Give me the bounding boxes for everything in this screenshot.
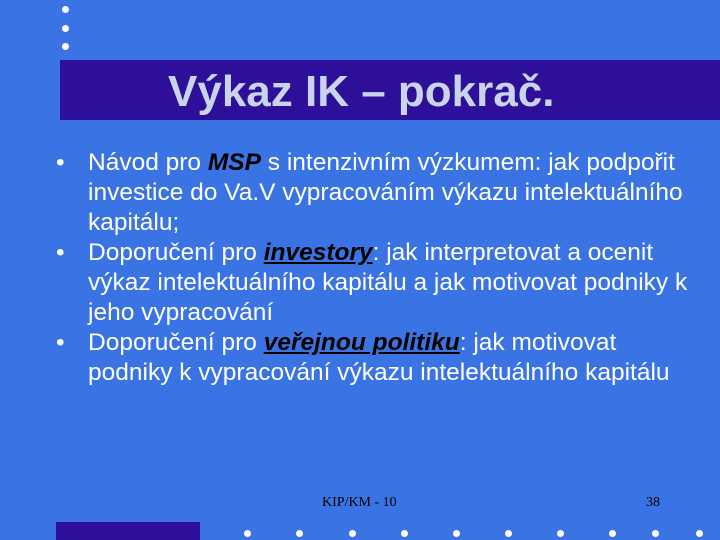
bullet-emphasis: MSP — [207, 149, 261, 176]
decor-dot — [401, 530, 408, 537]
decor-dot — [62, 43, 69, 50]
decor-dot — [696, 530, 703, 537]
decor-dot — [349, 530, 356, 537]
bullet-emphasis: investory — [263, 239, 373, 266]
bullet-emphasis: veřejnou politiku — [263, 329, 460, 356]
decor-dot — [652, 530, 659, 537]
decor-dot — [62, 25, 69, 32]
bullet-text: s intenzivním výzkumem: jak podpořit investice do Va.V vypracováním výkazu intelektuálního kapitálu; — [88, 149, 683, 236]
decor-dot — [244, 530, 251, 537]
bullet-item — [56, 328, 696, 388]
bullet-marker: • — [56, 239, 65, 266]
bullet-text: : jak interpretovat a ocenit výkaz intelektuálního kapitálu a jak motivovat podniky k jeho vypracování — [88, 239, 688, 326]
bullet-marker: • — [56, 149, 65, 176]
bullet-text: Doporučení pro — [88, 239, 264, 266]
page-number: 38 — [646, 495, 660, 510]
bullet-text: Doporučení pro — [88, 329, 264, 356]
bullet-list — [56, 148, 696, 388]
decor-dot — [609, 530, 616, 537]
footer-label: KIP/KM - 10 — [322, 495, 397, 510]
bullet-text: : jak motivovat podniky k vypracování výkazu intelektuálního kapitálu — [88, 329, 670, 386]
bullet-text: Návod pro — [88, 149, 208, 176]
decor-dot — [557, 530, 564, 537]
bullet-item — [56, 238, 696, 328]
slide-title: Výkaz IK – pokrač. — [168, 67, 555, 116]
decor-dot — [62, 6, 69, 13]
bullet-item — [56, 148, 696, 238]
decor-dot — [505, 530, 512, 537]
decor-dot — [296, 530, 303, 537]
bottom-bar — [56, 522, 200, 540]
bullet-marker: • — [56, 329, 65, 356]
decor-dot — [453, 530, 460, 537]
